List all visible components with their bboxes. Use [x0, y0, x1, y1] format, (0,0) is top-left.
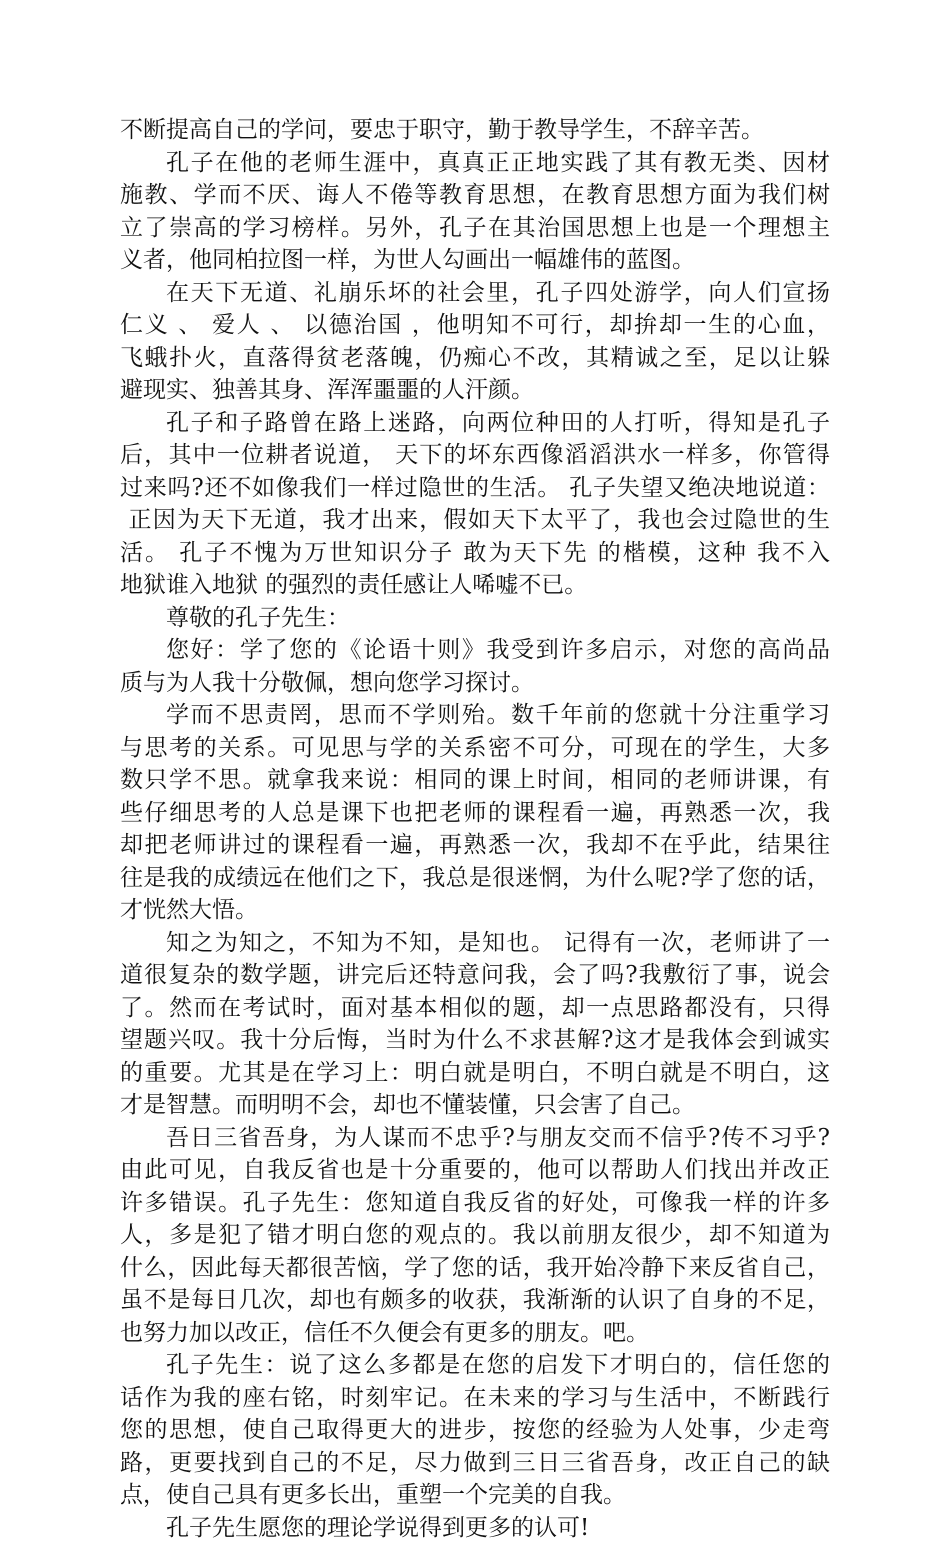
- text-line: 后，其中一位耕者说道， 天下的坏东西像滔滔洪水一样多，你管得: [120, 439, 830, 472]
- text-line: 避现实、独善其身、浑浑噩噩的人汗颜。: [120, 374, 830, 407]
- text-line: 您的思想，使自己取得更大的进步，按您的经验为人处事，少走弯: [120, 1414, 830, 1447]
- text-line: 孔子先生：说了这么多都是在您的启发下才明白的，信任您的: [120, 1349, 830, 1382]
- text-line: 施教、学而不厌、诲人不倦等教育思想，在教育思想方面为我们树: [120, 179, 830, 212]
- text-line: 人，多是犯了错才明白您的观点的。我以前朋友很少，却不知道为: [120, 1219, 830, 1252]
- text-line: 质与为人我十分敬佩，想向您学习探讨。: [120, 667, 830, 700]
- text-line: 虽不是每日几次，却也有颇多的收获，我渐渐的认识了自身的不足，: [120, 1284, 830, 1317]
- text-line: 过来吗?还不如像我们一样过隐世的生活。 孔子失望又绝决地说道：: [120, 472, 830, 505]
- text-line: 却把老师讲过的课程看一遍，再熟悉一次，我却不在乎此，结果往: [120, 829, 830, 862]
- text-line: 正因为天下无道，我才出来，假如天下太平了，我也会过隐世的生: [120, 504, 830, 537]
- text-line: 立了崇高的学习榜样。另外，孔子在其治国思想上也是一个理想主: [120, 212, 830, 245]
- text-line: 才恍然大悟。: [120, 894, 830, 927]
- text-line: 不断提高自己的学问，要忠于职守，勤于教导学生，不辞辛苦。: [120, 114, 830, 147]
- text-line: 与思考的关系。可见思与学的关系密不可分，可现在的学生，大多: [120, 732, 830, 765]
- text-line: 孔子和子路曾在路上迷路，向两位种田的人打听，得知是孔子: [120, 407, 830, 440]
- text-line: 的重要。尤其是在学习上：明白就是明白，不明白就是不明白，这: [120, 1057, 830, 1090]
- text-line: 知之为知之，不知为不知，是知也。 记得有一次，老师讲了一: [120, 927, 830, 960]
- text-line: 活。 孔子不愧为万世知识分子 敢为天下先 的楷模，这种 我不入: [120, 537, 830, 570]
- text-line: 尊敬的孔子先生：: [120, 602, 830, 635]
- text-line: 由此可见，自我反省也是十分重要的，他可以帮助人们找出并改正: [120, 1154, 830, 1187]
- text-line: 些仔细思考的人总是课下也把老师的课程看一遍，再熟悉一次，我: [120, 797, 830, 830]
- text-line: 在天下无道、礼崩乐坏的社会里，孔子四处游学，向人们宣扬: [120, 277, 830, 310]
- text-line: 什么，因此每天都很苦恼，学了您的话，我开始冷静下来反省自己，: [120, 1252, 830, 1285]
- text-line: 飞蛾扑火，直落得贫老落魄，仍痴心不改，其精诚之至，足以让躲: [120, 342, 830, 375]
- text-line: 义者，他同柏拉图一样，为世人勾画出一幅雄伟的蓝图。: [120, 244, 830, 277]
- text-line: 望题兴叹。我十分后悔，当时为什么不求甚解?这才是我体会到诚实: [120, 1024, 830, 1057]
- text-line: 路，更要找到自己的不足，尽力做到三日三省吾身，改正自己的缺: [120, 1447, 830, 1480]
- text-line: 许多错误。孔子先生：您知道自我反省的好处，可像我一样的许多: [120, 1187, 830, 1220]
- text-line: 道很复杂的数学题，讲完后还特意问我，会了吗?我敷衍了事，说会: [120, 959, 830, 992]
- text-line: 吾日三省吾身，为人谋而不忠乎?与朋友交而不信乎?传不习乎?: [120, 1122, 830, 1155]
- text-line: 地狱谁入地狱 的强烈的责任感让人唏嘘不已。: [120, 569, 830, 602]
- text-line: 仁义 、 爱人 、 以德治国 ，他明知不可行，却拚却一生的心血，: [120, 309, 830, 342]
- text-line: 您好：学了您的《论语十则》我受到许多启示，对您的高尚品: [120, 634, 830, 667]
- text-line: 学而不思责罔，思而不学则殆。数千年前的您就十分注重学习: [120, 699, 830, 732]
- text-line: 孔子在他的老师生涯中，真真正正地实践了其有教无类、因材: [120, 147, 830, 180]
- text-line: 了。然而在考试时，面对基本相似的题，却一点思路都没有，只得: [120, 992, 830, 1025]
- text-line: 孔子先生愿您的理论学说得到更多的认可!: [120, 1512, 830, 1544]
- text-line: 也努力加以改正，信任不久便会有更多的朋友。吧。: [120, 1317, 830, 1350]
- text-line: 点，使自己具有更多长出，重塑一个完美的自我。: [120, 1479, 830, 1512]
- text-line: 数只学不思。就拿我来说：相同的课上时间，相同的老师讲课，有: [120, 764, 830, 797]
- document-body: [120, 114, 830, 1544]
- text-line: 往是我的成绩远在他们之下，我总是很迷惘，为什么呢?学了您的话，: [120, 862, 830, 895]
- text-line: 才是智慧。而明明不会，却也不懂装懂，只会害了自己。: [120, 1089, 830, 1122]
- text-line: 话作为我的座右铭，时刻牢记。在未来的学习与生活中，不断践行: [120, 1382, 830, 1415]
